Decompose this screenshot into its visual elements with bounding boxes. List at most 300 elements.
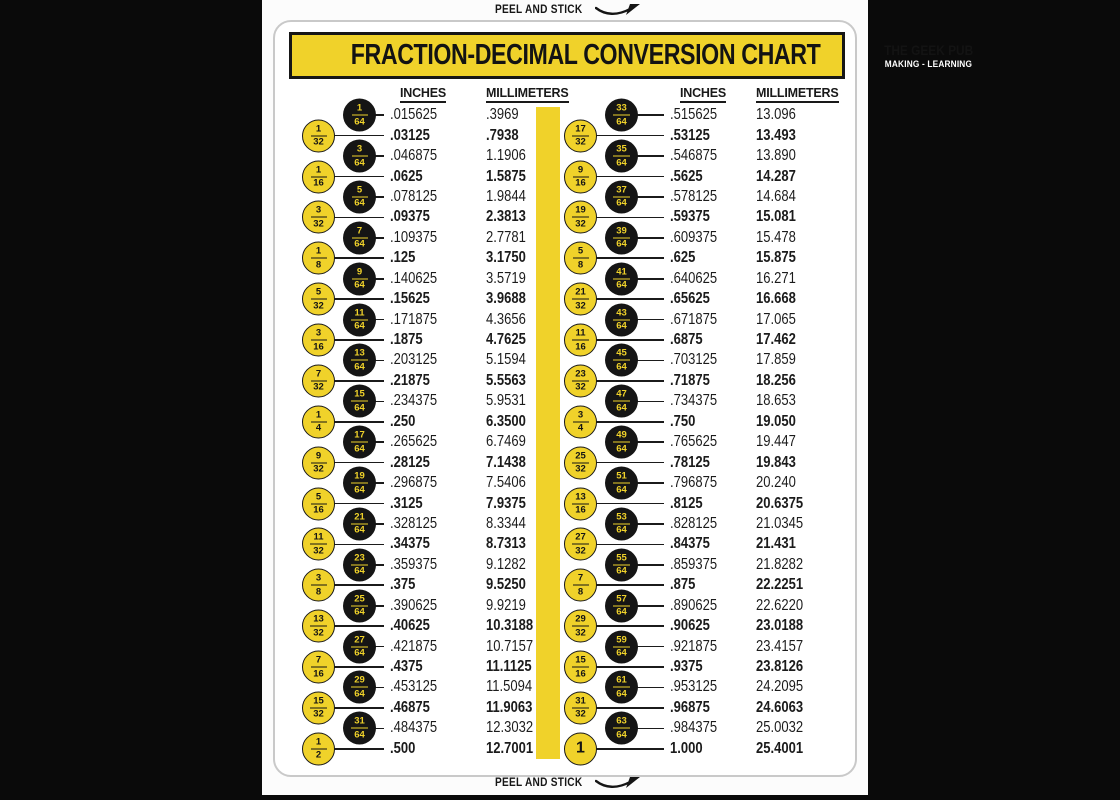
- connector-line: [375, 360, 384, 362]
- mm-value: 7.9375: [486, 494, 526, 512]
- connector-line: [596, 748, 664, 750]
- fraction-numerator: 15: [572, 656, 589, 668]
- fraction-numerator: 3: [352, 145, 368, 157]
- fraction-circle: [343, 221, 376, 254]
- fraction-circle: [605, 507, 638, 540]
- connector-line: [334, 462, 384, 464]
- inches-value: .90625: [670, 617, 710, 635]
- column-headers: [524, 86, 839, 104]
- fraction-circle: [343, 180, 376, 213]
- fraction-circle: [302, 201, 335, 234]
- inches-value: .546875: [670, 147, 718, 165]
- fraction-denominator: 32: [313, 627, 324, 639]
- fraction-numerator: 37: [613, 185, 630, 197]
- conversion-rows-left: [262, 102, 562, 761]
- fraction-numerator: 21: [572, 288, 589, 300]
- inches-value: .390625: [390, 596, 438, 614]
- fraction-circle: [564, 324, 597, 357]
- fraction-denominator: 8: [577, 259, 584, 271]
- fraction-numerator: 1: [311, 410, 327, 422]
- connector-line: [596, 707, 664, 709]
- fraction-denominator: 64: [354, 402, 365, 414]
- fraction-numerator: 15: [310, 696, 327, 708]
- inches-value: .140625: [390, 269, 438, 287]
- connector-line: [334, 707, 384, 709]
- fraction-numerator: 29: [572, 615, 589, 627]
- fraction-numerator: 55: [613, 553, 630, 565]
- connector-line: [375, 155, 384, 157]
- mm-value: 12.7001: [486, 739, 534, 757]
- fraction-circle: [343, 99, 376, 132]
- connector-line: [596, 135, 664, 137]
- fraction-denominator: 64: [354, 279, 365, 291]
- fraction-circle: [605, 221, 638, 254]
- fraction-denominator: 16: [313, 504, 324, 516]
- inches-value: .3125: [390, 494, 423, 512]
- inches-value: .34375: [390, 535, 430, 553]
- conversion-row: [262, 123, 562, 148]
- fraction-circle: [343, 467, 376, 500]
- fraction-denominator: 64: [616, 524, 627, 536]
- fraction-circle: [343, 630, 376, 663]
- connector-line: [596, 462, 664, 464]
- connector-line: [637, 196, 664, 198]
- fraction-circle: [302, 651, 335, 684]
- connector-line: [596, 298, 664, 300]
- fraction-circle: [302, 732, 335, 765]
- connector-line: [637, 728, 664, 730]
- fraction-numerator: 9: [311, 451, 327, 463]
- connector-line: [596, 257, 664, 259]
- inches-value: .1875: [390, 331, 423, 349]
- fraction-numerator: 5: [311, 492, 327, 504]
- connector-line: [334, 544, 384, 546]
- mm-value: 14.287: [756, 167, 796, 185]
- mm-value: 1.5875: [486, 167, 526, 185]
- fraction-denominator: 64: [354, 565, 365, 577]
- fraction-numerator: 23: [572, 369, 589, 381]
- mm-value: 7.5406: [486, 474, 526, 492]
- connector-line: [596, 217, 664, 219]
- connector-line: [596, 176, 664, 178]
- fraction-denominator: 32: [575, 300, 586, 312]
- fraction-denominator: 4: [577, 422, 584, 434]
- connector-line: [596, 339, 664, 341]
- mm-value: 3.9688: [486, 290, 526, 308]
- fraction-numerator: 53: [613, 512, 630, 524]
- fraction-numerator: 49: [613, 431, 630, 443]
- inches-value: .09375: [390, 208, 430, 226]
- peel-and-stick-label: PEEL AND STICK: [494, 3, 583, 16]
- fraction-numerator: 1: [311, 737, 327, 749]
- mm-value: 23.4157: [756, 637, 804, 655]
- conversion-row: [524, 204, 824, 230]
- mm-value: 5.9531: [486, 392, 526, 410]
- mm-value: 6.7469: [486, 433, 526, 451]
- inches-value: .500: [390, 739, 416, 757]
- fraction-circle: [302, 119, 335, 152]
- mm-value: 8.7313: [486, 535, 526, 553]
- fraction-numerator: 13: [351, 349, 368, 361]
- fraction-numerator: 11: [310, 533, 326, 545]
- fraction-denominator: 8: [315, 586, 322, 598]
- inches-value: .250: [390, 412, 416, 430]
- fraction-numerator: 5: [311, 288, 327, 300]
- mm-value: 22.2251: [756, 576, 804, 594]
- fraction-circle: [605, 303, 638, 336]
- fraction-circle: [605, 467, 638, 500]
- mm-value: 19.447: [756, 433, 796, 451]
- fraction-numerator: 5: [352, 185, 368, 197]
- fraction-denominator: 64: [616, 565, 627, 577]
- fraction-numerator: 9: [573, 165, 589, 177]
- connector-line: [375, 196, 384, 198]
- mm-value: 16.668: [756, 290, 796, 308]
- fraction-denominator: 64: [616, 443, 627, 455]
- connector-line: [596, 503, 664, 505]
- inches-value: .953125: [670, 678, 718, 696]
- fraction-circle: [302, 324, 335, 357]
- mm-value: 17.859: [756, 351, 796, 369]
- fraction-circle: [343, 344, 376, 377]
- inches-value: .65625: [670, 290, 710, 308]
- conversion-row: [524, 613, 824, 639]
- fraction-circle: [605, 99, 638, 132]
- fraction-circle: [564, 119, 597, 152]
- connector-line: [596, 625, 664, 627]
- fraction-numerator: 3: [311, 574, 327, 586]
- conversion-row: [524, 695, 824, 720]
- millimeters-header: MILLIMETERS: [756, 86, 839, 103]
- fraction-numerator: 59: [613, 635, 630, 647]
- fraction-numerator: 51: [613, 472, 630, 484]
- conversion-row: [262, 531, 562, 557]
- connector-line: [375, 319, 384, 321]
- fraction-numerator: 57: [613, 594, 630, 606]
- conversion-row: [262, 164, 562, 189]
- inches-value: .40625: [390, 617, 430, 635]
- mm-value: 17.065: [756, 310, 796, 328]
- fraction-numerator: 33: [613, 104, 630, 116]
- connector-line: [375, 482, 384, 484]
- chart-title: FRACTION-DECIMAL CONVERSION CHART: [350, 39, 821, 71]
- inches-value: .015625: [390, 106, 438, 124]
- mm-value: 17.462: [756, 331, 796, 349]
- inches-value: .4375: [390, 658, 423, 676]
- connector-line: [375, 237, 384, 239]
- inches-value: .796875: [670, 474, 718, 492]
- fraction-circle: [564, 528, 597, 561]
- conversion-row: [262, 736, 562, 761]
- inches-value: .453125: [390, 678, 438, 696]
- fraction-denominator: 32: [575, 463, 586, 475]
- fraction-denominator: 32: [313, 708, 324, 720]
- fraction-circle: [302, 160, 335, 193]
- inches-value: .203125: [390, 351, 438, 369]
- fraction-denominator: 64: [354, 116, 365, 128]
- fraction-circle: [605, 180, 638, 213]
- fraction-circle: [343, 548, 376, 581]
- inches-value: .109375: [390, 228, 438, 246]
- connector-line: [637, 523, 664, 525]
- fraction-circle: [302, 487, 335, 520]
- mm-value: 21.8282: [756, 555, 804, 573]
- fraction-circle: [605, 344, 638, 377]
- fraction-denominator: 16: [313, 177, 324, 189]
- mm-value: 2.7781: [486, 228, 526, 246]
- mm-value: 13.096: [756, 106, 796, 124]
- inches-value: .9375: [670, 658, 703, 676]
- fraction-circle: [605, 630, 638, 663]
- fraction-circle: [605, 589, 638, 622]
- fraction-denominator: 8: [577, 586, 584, 598]
- inches-value: .609375: [670, 228, 718, 246]
- inches-value: .21875: [390, 371, 430, 389]
- fraction-numerator: 7: [573, 574, 589, 586]
- connector-line: [375, 278, 384, 280]
- fraction-denominator: 64: [616, 729, 627, 741]
- mm-value: 18.256: [756, 371, 796, 389]
- inches-value: .5625: [670, 167, 703, 185]
- fraction-numerator: 3: [311, 206, 327, 218]
- fraction-denominator: 32: [575, 218, 586, 230]
- inches-value: .515625: [670, 106, 718, 124]
- connector-line: [637, 441, 664, 443]
- mm-value: 1.9844: [486, 187, 526, 205]
- fraction-circle: [564, 610, 597, 643]
- mm-value: 25.4001: [756, 739, 804, 757]
- fraction-denominator: 64: [354, 157, 365, 169]
- conversion-row: [524, 409, 824, 434]
- connector-line: [637, 114, 664, 116]
- fraction-denominator: 16: [575, 504, 586, 516]
- inches-value: .921875: [670, 637, 718, 655]
- inches-value: .46875: [390, 698, 430, 716]
- fraction-circle: [564, 691, 597, 724]
- fraction-numerator: 43: [613, 308, 630, 320]
- connector-line: [334, 421, 384, 423]
- fraction-circle: [605, 426, 638, 459]
- connector-line: [334, 584, 384, 586]
- inches-value: .625: [670, 249, 696, 267]
- mm-value: 5.5563: [486, 371, 526, 389]
- mm-value: 13.493: [756, 126, 796, 144]
- fraction-denominator: 64: [354, 238, 365, 250]
- fraction-circle: [564, 201, 597, 234]
- conversion-row: [262, 491, 562, 516]
- fraction-denominator: 64: [616, 606, 627, 618]
- mm-value: .7938: [486, 126, 519, 144]
- connector-line: [334, 380, 384, 382]
- inches-value: .578125: [670, 187, 718, 205]
- peel-and-stick-bottom: [262, 774, 868, 792]
- mm-value: 4.3656: [486, 310, 526, 328]
- conversion-row: [524, 531, 824, 557]
- peel-and-stick-top: [262, 1, 868, 18]
- connector-line: [334, 625, 384, 627]
- fraction-numerator: 7: [352, 226, 368, 238]
- fraction-denominator: 16: [575, 668, 586, 680]
- connector-line: [334, 176, 384, 178]
- inches-value: .53125: [670, 126, 710, 144]
- fraction-numerator: 35: [613, 145, 630, 157]
- mm-value: 20.6375: [756, 494, 804, 512]
- fraction-denominator: 64: [616, 361, 627, 373]
- fraction-denominator: 32: [575, 136, 586, 148]
- mm-value: 23.8126: [756, 658, 804, 676]
- conversion-column-left: [262, 86, 569, 776]
- conversion-row: [524, 572, 824, 598]
- inches-value: 1.000: [670, 739, 703, 757]
- fraction-numerator: 25: [572, 451, 589, 463]
- fraction-denominator: 16: [575, 177, 586, 189]
- inches-value: .046875: [390, 147, 438, 165]
- connector-line: [334, 298, 384, 300]
- connector-line: [637, 605, 664, 607]
- inches-value: .59375: [670, 208, 710, 226]
- mm-value: 16.271: [756, 269, 796, 287]
- connector-line: [334, 135, 384, 137]
- mm-value: 11.9063: [486, 698, 533, 716]
- inches-value: .171875: [390, 310, 438, 328]
- inches-value: .234375: [390, 392, 438, 410]
- conversion-row: [524, 450, 824, 475]
- fraction-circle: [605, 548, 638, 581]
- fraction-circle: [564, 651, 597, 684]
- fraction-denominator: 64: [616, 484, 627, 496]
- fraction-circle: [605, 262, 638, 295]
- fraction-denominator: 64: [354, 647, 365, 659]
- mm-value: 9.5250: [486, 576, 526, 594]
- fraction-denominator: 64: [354, 484, 365, 496]
- fraction-numerator: 1: [311, 247, 327, 259]
- fraction-numerator: 15: [351, 390, 368, 402]
- fraction-numerator: 13: [572, 492, 589, 504]
- connector-line: [375, 441, 384, 443]
- fraction-denominator: 64: [354, 320, 365, 332]
- fraction-denominator: 32: [313, 136, 324, 148]
- inches-value: .78125: [670, 453, 710, 471]
- inches-header: INCHES: [680, 86, 726, 103]
- mm-value: 3.1750: [486, 249, 526, 267]
- conversion-row: [524, 491, 824, 516]
- fraction-circle: [343, 303, 376, 336]
- inches-value: .671875: [670, 310, 718, 328]
- connector-line: [637, 687, 664, 689]
- fraction-numerator: 1: [311, 124, 327, 136]
- connector-line: [334, 748, 384, 750]
- inches-value: .640625: [670, 269, 718, 287]
- mm-value: 5.1594: [486, 351, 526, 369]
- inches-value: .078125: [390, 187, 438, 205]
- fraction-numerator: 17: [572, 124, 589, 136]
- millimeters-header: MILLIMETERS: [486, 86, 569, 103]
- connector-line: [334, 503, 384, 505]
- fraction-denominator: 32: [575, 708, 586, 720]
- inches-value: .15625: [390, 290, 430, 308]
- fraction-circle: [343, 671, 376, 704]
- fraction-denominator: 32: [313, 218, 324, 230]
- inches-value: .8125: [670, 494, 703, 512]
- inches-value: .96875: [670, 698, 710, 716]
- fraction-circle: [605, 385, 638, 418]
- mm-value: 15.875: [756, 249, 796, 267]
- fraction-denominator: 64: [616, 238, 627, 250]
- fraction-numerator: 39: [613, 226, 630, 238]
- mm-value: 11.5094: [486, 678, 533, 696]
- fraction-numerator: 27: [351, 635, 368, 647]
- swoosh-arrow-icon: [595, 775, 641, 791]
- conversion-row: [262, 409, 562, 434]
- fraction-circle: [343, 712, 376, 745]
- brand-logo: [879, 35, 978, 76]
- mm-value: 24.2095: [756, 678, 804, 696]
- fraction-circle: [343, 589, 376, 622]
- fraction-numerator: 17: [351, 431, 368, 443]
- fraction-circle: [564, 405, 597, 438]
- fraction-denominator: 64: [616, 402, 627, 414]
- fraction-denominator: 32: [575, 545, 586, 557]
- mm-value: 8.3344: [486, 514, 526, 532]
- fraction-circle: [343, 262, 376, 295]
- fraction-numerator: 7: [311, 369, 327, 381]
- fraction-circle: [343, 507, 376, 540]
- fraction-denominator: 64: [616, 688, 627, 700]
- connector-line: [596, 666, 664, 668]
- inches-value: .484375: [390, 719, 438, 737]
- inches-value: .890625: [670, 596, 718, 614]
- fraction-numerator: 1: [311, 165, 327, 177]
- fraction-denominator: 64: [354, 729, 365, 741]
- mm-value: 2.3813: [486, 208, 526, 226]
- conversion-row: [524, 164, 824, 189]
- connector-line: [375, 401, 384, 403]
- fraction-numerator: 47: [613, 390, 630, 402]
- fraction-numerator: 1: [352, 104, 368, 116]
- fraction-numerator: 63: [613, 717, 630, 729]
- mm-value: 20.240: [756, 474, 796, 492]
- fraction-numerator: 13: [310, 615, 327, 627]
- fraction-denominator: 8: [315, 259, 322, 271]
- fraction-numerator: 31: [351, 717, 368, 729]
- fraction-circle: [605, 671, 638, 704]
- fraction-circle: [302, 364, 335, 397]
- inches-value: .359375: [390, 555, 438, 573]
- inches-value: .750: [670, 412, 696, 430]
- fraction-numerator: 21: [351, 512, 368, 524]
- connector-line: [637, 155, 664, 157]
- fraction-circle: [302, 610, 335, 643]
- mm-value: 11.1125: [486, 658, 532, 676]
- fraction-numerator: 5: [573, 247, 589, 259]
- fraction-numerator: 11: [351, 308, 367, 320]
- conversion-row: [262, 286, 562, 312]
- fraction-circle: [302, 446, 335, 479]
- inches-value: .984375: [670, 719, 718, 737]
- fraction-circle: [564, 446, 597, 479]
- fraction-denominator: 64: [354, 524, 365, 536]
- inches-value: .71875: [670, 371, 710, 389]
- fraction-denominator: 64: [616, 320, 627, 332]
- conversion-row: [524, 245, 824, 271]
- conversion-row: [524, 739, 824, 759]
- conversion-row: [262, 572, 562, 598]
- connector-line: [637, 360, 664, 362]
- fraction-circle: [564, 487, 597, 520]
- inches-value: .328125: [390, 514, 438, 532]
- inches-value: .703125: [670, 351, 718, 369]
- fraction-denominator: 16: [313, 668, 324, 680]
